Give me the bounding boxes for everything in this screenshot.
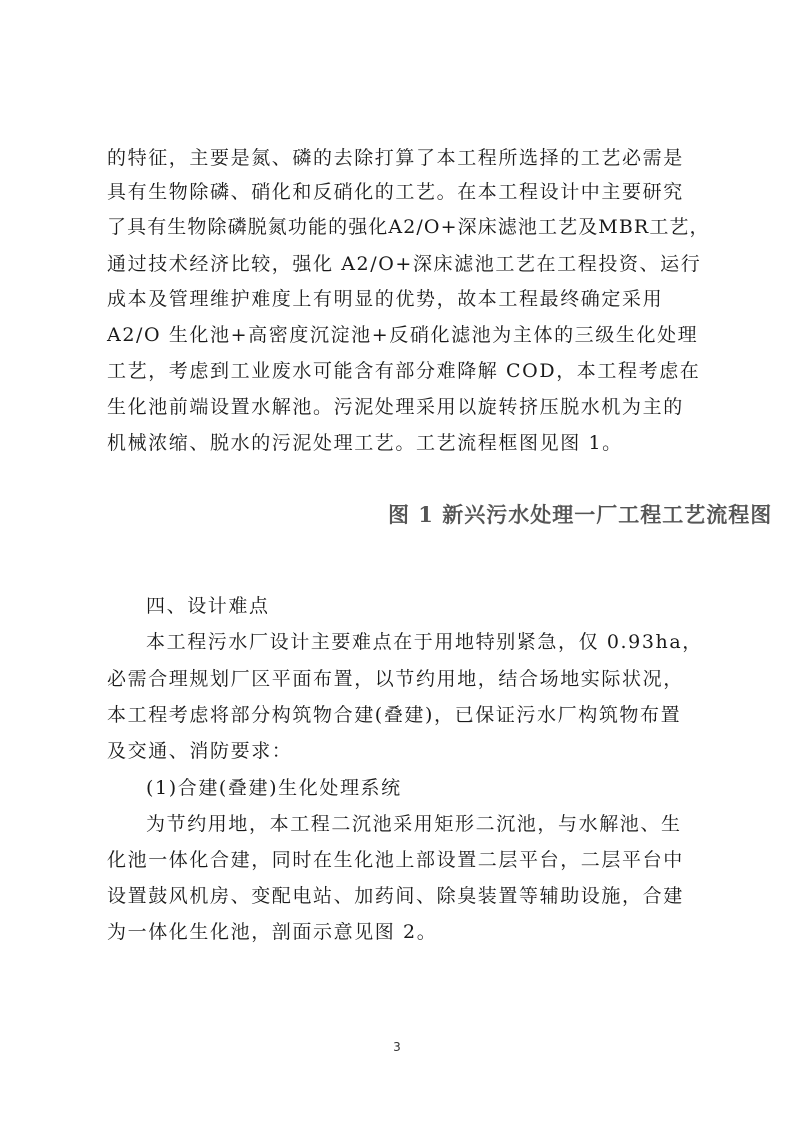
subsection-heading: (1)合建(叠建)生化处理系统 bbox=[146, 777, 402, 799]
paragraph-line: 通过技术经济比较，强化 A2/O+深床滤池工艺在工程投资、运行 bbox=[107, 253, 702, 275]
paragraph-line: 成本及管理维护难度上有明显的优势，故本工程最终确定采用 bbox=[107, 288, 664, 310]
paragraph-line: 为节约用地，本工程二沉池采用矩形二沉池，与水解池、生 bbox=[146, 813, 682, 835]
paragraph-line: 了具有生物除磷脱氮功能的强化A2/O+深床滤池工艺及MBR工艺， bbox=[107, 216, 710, 238]
paragraph-line: 设置鼓风机房、变配电站、加药间、除臭装置等辅助设施，合建 bbox=[107, 885, 684, 907]
paragraph-line: 本工程考虑将部分构筑物合建(叠建)，已保证污水厂构筑物布置 bbox=[107, 704, 682, 726]
paragraph-line: 具有生物除磷、硝化和反硝化的工艺。在本工程设计中主要研究 bbox=[107, 181, 684, 203]
paragraph-line: A2/O 生化池+高密度沉淀池+反硝化滤池为主体的三级生化处理 bbox=[107, 324, 699, 346]
paragraph-line: 化池一体化合建，同时在生化池上部设置二层平台，二层平台中 bbox=[107, 849, 684, 871]
paragraph-line: 必需合理规划厂区平面布置，以节约用地，结合场地实际状况， bbox=[107, 668, 684, 690]
paragraph-line: 生化池前端设置水解池。污泥处理采用以旋转挤压脱水机为主的 bbox=[107, 396, 684, 418]
paragraph-line: 及交通、消防要求： bbox=[107, 740, 293, 762]
section-heading: 四、设计难点 bbox=[146, 595, 270, 617]
paragraph-line: 为一体化生化池，剖面示意见图 2。 bbox=[107, 921, 438, 943]
paragraph-line: 本工程污水厂设计主要难点在于用地特别紧急，仅 0.93ha， bbox=[146, 631, 703, 653]
paragraph-line: 的特征，主要是氮、磷的去除打算了本工程所选择的工艺必需是 bbox=[107, 147, 684, 169]
page-number: 3 bbox=[393, 1040, 401, 1054]
paragraph-line: 工艺，考虑到工业废水可能含有部分难降解 COD，本工程考虑在 bbox=[107, 360, 701, 382]
paragraph-line: 机械浓缩、脱水的污泥处理工艺。工艺流程框图见图 1。 bbox=[107, 432, 623, 454]
figure-caption: 图 1 新兴污水处理一厂工程工艺流程图 bbox=[388, 502, 773, 527]
